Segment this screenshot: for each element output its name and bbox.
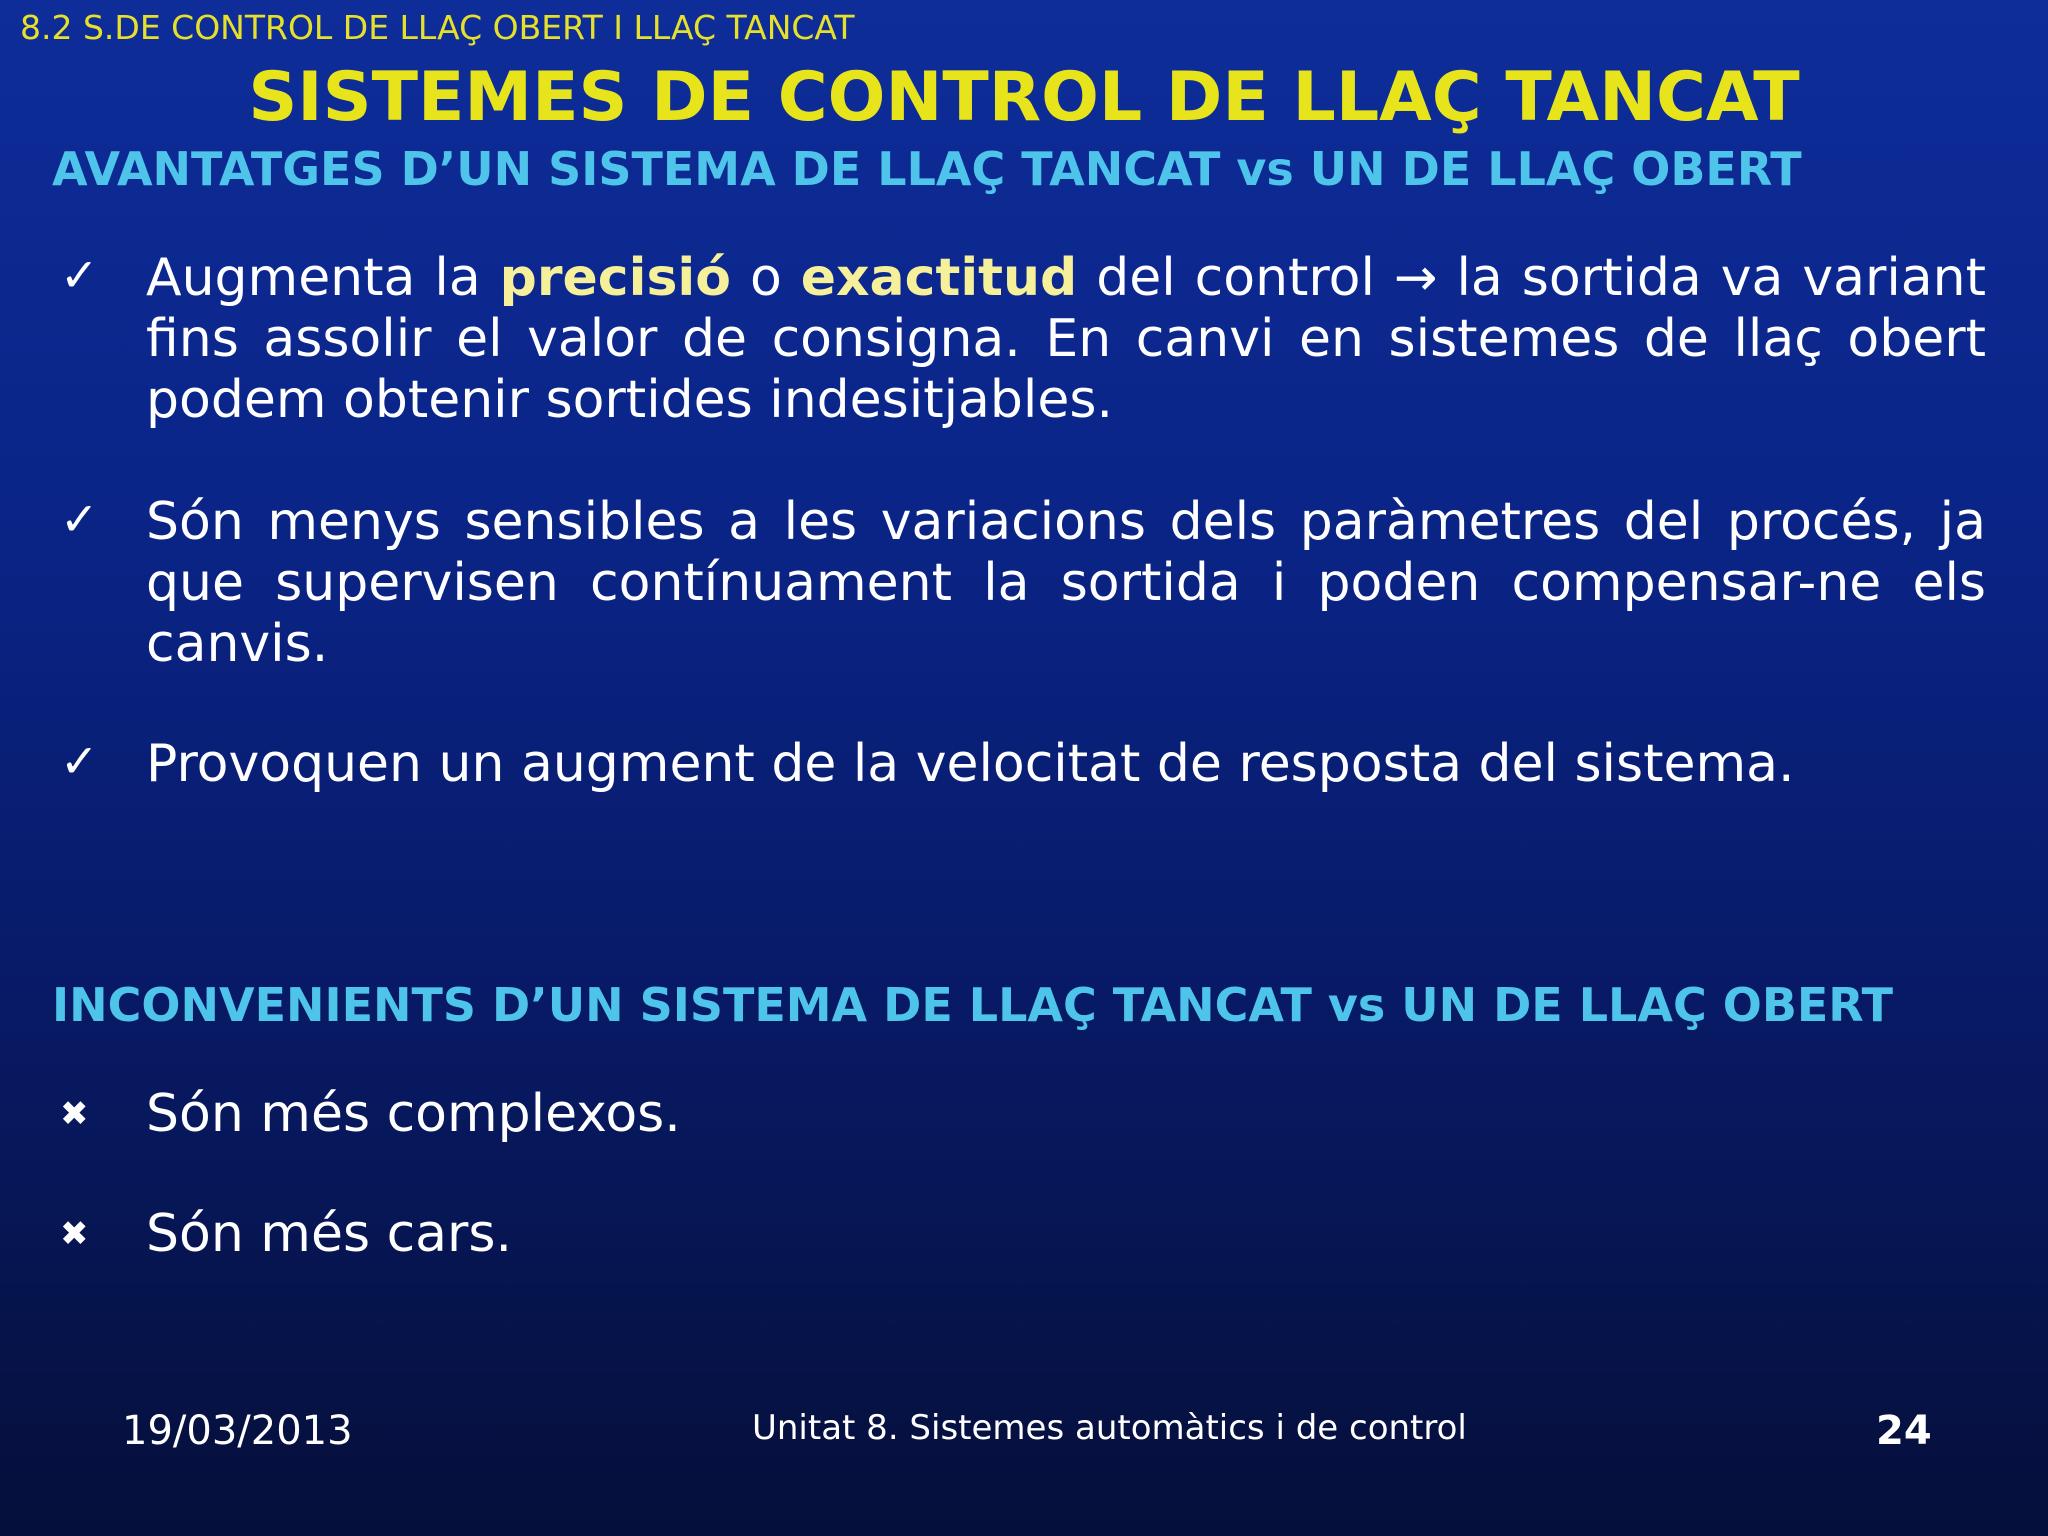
check-icon: ✓ (60, 492, 99, 546)
disadvantage-item (146, 1204, 1986, 1265)
advantage-text: Provoquen un augment de la velocitat de resposta del sistema. (146, 734, 1795, 794)
page-number: 24 (1876, 1408, 1932, 1454)
check-icon: ✓ (60, 734, 99, 788)
footer-unit-title: Unitat 8. Sistemes automàtics i de control (752, 1408, 1467, 1448)
advantage-item (146, 248, 1986, 431)
highlight-precision: precisió (499, 248, 731, 308)
footer-date: 19/03/2013 (122, 1408, 353, 1454)
disadvantage-text: Són més complexos. (146, 1084, 681, 1144)
advantage-text: Augmenta la (146, 248, 500, 308)
advantages-heading: AVANTATGES D’UN SISTEMA DE LLAÇ TANCAT vs UN DE LLAÇ OBERT (52, 142, 1802, 196)
section-tag: 8.2 S.DE CONTROL DE LLAÇ OBERT I LLAÇ TANCAT (20, 8, 855, 47)
disadvantage-text: Són més cars. (146, 1204, 513, 1264)
highlight-accuracy: exactitud (800, 248, 1078, 308)
check-icon: ✓ (60, 248, 99, 302)
disadvantages-heading: INCONVENIENTS D’UN SISTEMA DE LLAÇ TANCAT vs UN DE LLAÇ OBERT (52, 978, 1894, 1032)
advantage-item (146, 734, 1986, 795)
advantage-text: del control → la sortida va variant fins assolir el valor de consigna. En canvi en sistemes de llaç obert podem obtenir sortides indesitjables. (146, 248, 1987, 430)
cross-icon: ✖ (60, 1214, 89, 1254)
advantage-text: o (730, 248, 801, 308)
disadvantage-item (146, 1084, 1986, 1145)
advantage-item (146, 492, 1986, 675)
cross-icon: ✖ (60, 1094, 89, 1134)
slide-title: SISTEMES DE CONTROL DE LLAÇ TANCAT (248, 58, 1800, 137)
advantage-text: Són menys sensibles a les variacions dels paràmetres del procés, ja que supervisen contínuament la sortida i poden compensar-ne els canvis. (146, 492, 1986, 674)
